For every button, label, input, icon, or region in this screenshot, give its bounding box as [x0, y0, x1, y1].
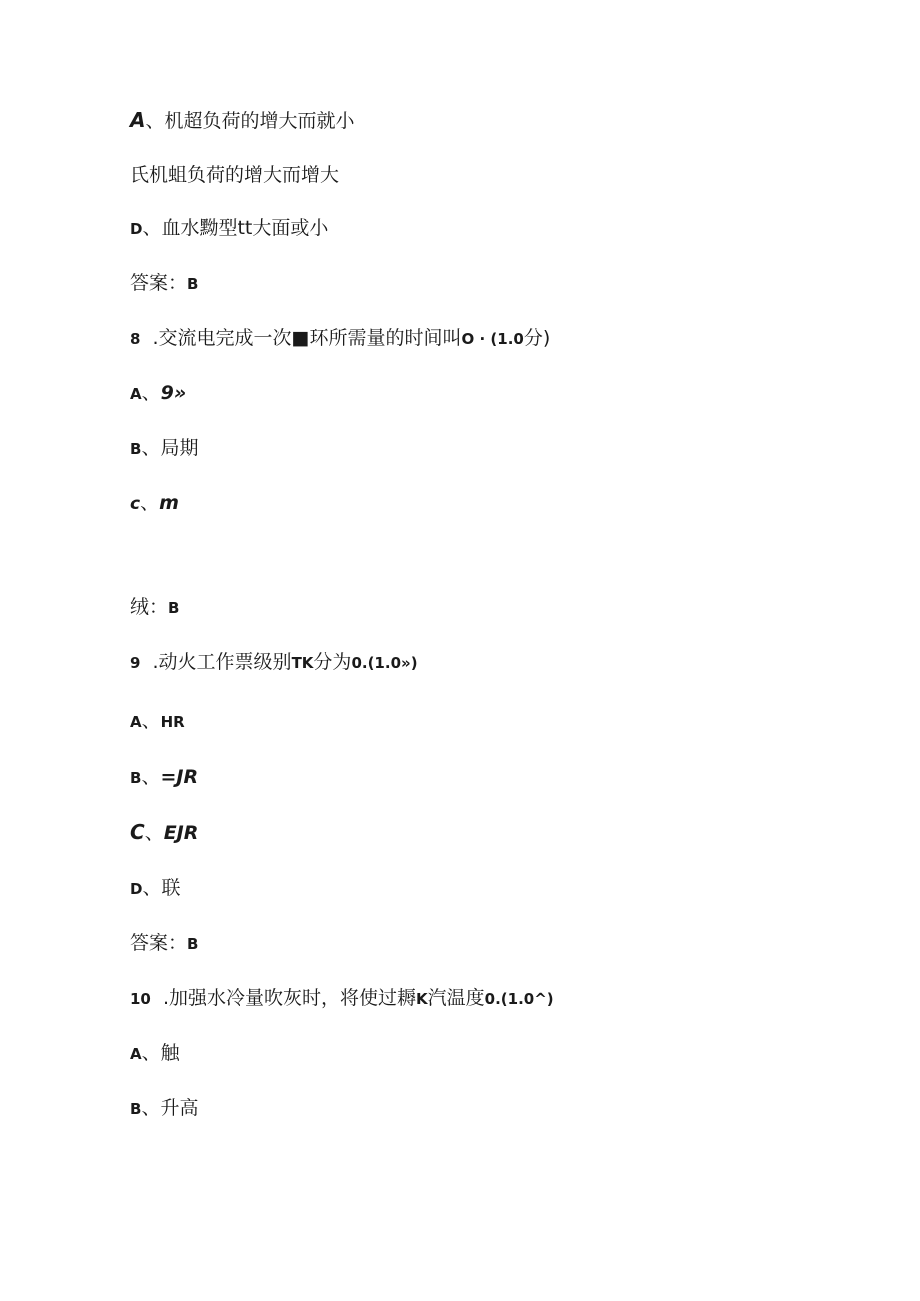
option-text: 9»	[160, 382, 187, 404]
question-10	[130, 986, 554, 1011]
question-number: 10	[130, 990, 151, 1008]
option-letter: D	[130, 880, 143, 898]
answer-value: B	[168, 599, 180, 617]
option-letter: B	[130, 1100, 142, 1118]
option-letter: A	[130, 1045, 142, 1063]
q8-option-b	[130, 436, 198, 461]
option-letter: A	[130, 385, 142, 403]
option-letter: C	[130, 820, 145, 844]
option-letter: D	[130, 220, 143, 238]
option-text: HR	[160, 713, 185, 731]
question-text-cont: 分为	[313, 651, 352, 673]
option-letter: B	[130, 769, 142, 787]
option-text: m	[159, 492, 179, 514]
question-score: 0.(1.0^)	[484, 990, 554, 1008]
answer-label: 答案：	[130, 932, 188, 954]
option-letter: A	[130, 713, 142, 731]
option-text: 、血水黝型tt大面或小	[142, 217, 329, 239]
question-text: .加强水冷量吹灰时，将使过耨	[150, 987, 416, 1009]
option-text: 、机超负荷的增大而就小	[145, 110, 355, 132]
q9-option-d	[130, 876, 180, 901]
option-sep: 、	[141, 382, 161, 404]
question-score-suffix: 分)	[523, 327, 551, 349]
option-text: 氏机蛆负荷的增大而增大	[130, 164, 340, 186]
question-text-latin: TK	[291, 654, 314, 672]
option-letter: B	[130, 440, 142, 458]
answer-value: B	[187, 275, 199, 293]
option-letter: c	[130, 494, 141, 514]
option-b-line-1	[130, 163, 339, 187]
q9-option-b	[130, 765, 198, 790]
option-d-line-1	[130, 216, 328, 241]
q10-option-b	[130, 1096, 198, 1121]
option-a-line-1	[130, 108, 355, 133]
option-sep: 、	[141, 766, 161, 788]
option-text: =JR	[160, 766, 199, 788]
option-sep: 、	[140, 492, 160, 514]
option-text: EJR	[163, 822, 199, 844]
option-text: 、联	[142, 877, 181, 899]
answer-label: 答案：	[130, 272, 188, 294]
q8-answer	[130, 595, 179, 620]
option-text: 、触	[141, 1042, 180, 1064]
question-8	[130, 326, 550, 351]
q10-option-a	[130, 1041, 180, 1066]
answer-value: B	[187, 935, 199, 953]
option-text: 、局期	[141, 437, 199, 459]
question-9	[130, 650, 418, 675]
question-text-latin: K	[416, 990, 428, 1008]
question-score: 0.(1.0»)	[351, 654, 418, 672]
option-text: 、升高	[141, 1097, 199, 1119]
option-letter: A	[130, 108, 146, 132]
option-sep: 、	[144, 822, 164, 844]
answer-line-7	[130, 271, 198, 296]
q8-option-c	[130, 491, 179, 516]
option-sep: 、	[141, 710, 161, 732]
question-number: 8	[130, 330, 141, 348]
question-number: 9	[130, 654, 141, 672]
question-text: .交流电完成一次■环所需量的时间叫	[140, 327, 462, 349]
q8-option-a	[130, 381, 186, 406]
question-text: .动火工作票级别	[140, 651, 292, 673]
q9-option-a	[130, 709, 185, 734]
q9-answer	[130, 931, 198, 956]
question-score-prefix: O · (1.0	[461, 330, 524, 348]
answer-label: 绒：	[130, 596, 169, 618]
question-text-cont: 汽温度	[427, 987, 485, 1009]
q9-option-c	[130, 820, 198, 845]
